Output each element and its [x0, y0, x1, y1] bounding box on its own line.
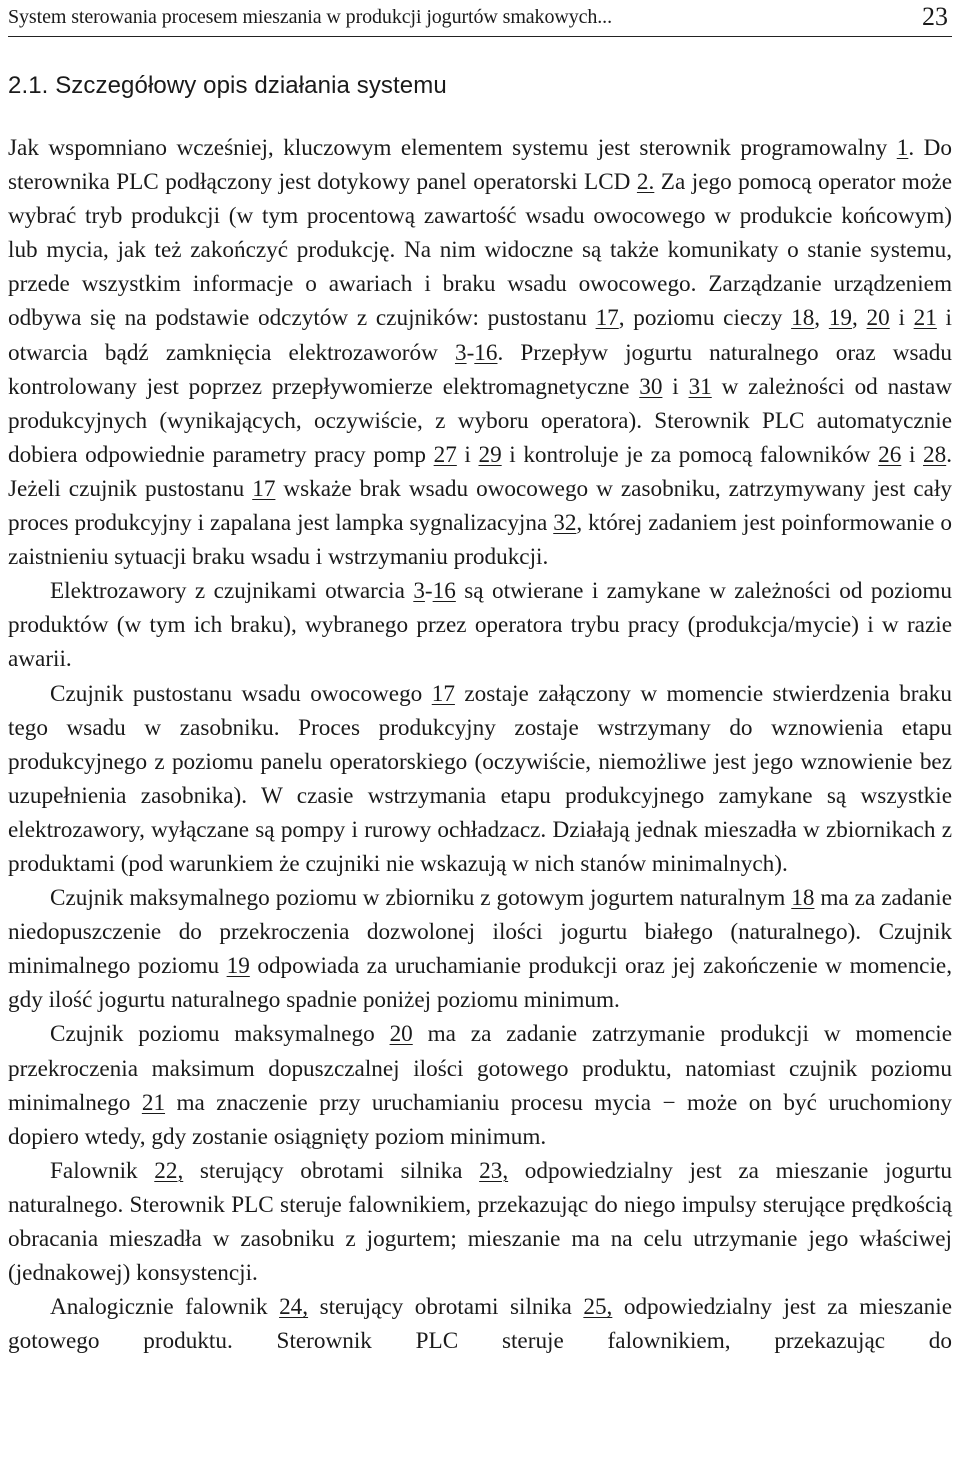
component-reference: 28 — [923, 441, 947, 468]
paragraph-text: - — [424, 578, 433, 605]
paragraph-text: , poziomu cieczy — [618, 305, 792, 332]
paragraph-text: odpowiedzialny jest za mieszanie jogurtu naturalnego. Sterownik PLC steruje falownikiem, przekazując do niego impulsy sterujące prędkością obracania mieszadła w zasobniku z jogurtem; mieszanie ma na celu utrzymanie jego właściwej (jednakowej) konsystencji. — [8, 1157, 952, 1287]
component-reference: 25, — [583, 1294, 613, 1321]
component-reference: 30 — [639, 373, 663, 400]
paragraph-text: odpowiedzialny jest za mieszanie gotowego produktu. Sterownik PLC steruje falownikiem, przekazując do — [8, 1294, 952, 1355]
paragraph — [8, 131, 952, 574]
component-reference: 29 — [478, 441, 502, 468]
running-header — [8, 0, 952, 37]
paragraph-text: sterujący obrotami silnika — [308, 1294, 584, 1321]
component-reference: 20 — [866, 305, 890, 332]
paragraph-text: Falownik — [50, 1157, 155, 1184]
paragraph-text: ma za zadanie zatrzymanie produkcji w momencie przekroczenia maksimum dopuszczalnej ilości gotowego produktu, natomiast czujnik poziomu minimalnego — [8, 1021, 953, 1116]
paragraph-text: Czujnik poziomu maksymalnego — [50, 1021, 390, 1048]
paragraph-text: . Jeżeli czujnik pustostanu — [8, 441, 952, 502]
paragraph-text: odpowiada za uruchamianie produkcji oraz jej zakończenie w momencie, gdy ilość jogurtu naturalnego spadnie poniżej poziomu minimum. — [8, 953, 952, 1014]
paragraph-text: Za jego pomocą operator może wybrać tryb produkcji (w tym procentową zawartość wsadu owocowego w produkcie końcowym) lub mycia, jak też zakończyć produkcję. Na nim widoczne są także komunikaty o stanie systemu, przede wszystkim informacje o awariach i braku wsadu owocowego. Zarządzanie urządzeniem odbywa się na podstawie odczytów z czujników: pustostanu — [8, 169, 952, 332]
paragraph-text: i — [662, 373, 689, 400]
component-reference: 17 — [252, 475, 276, 502]
paragraph — [8, 1017, 952, 1153]
paragraph-text: ma za zadanie niedopuszczenie do przekroczenia dozwolonej ilości jogurtu białego (naturalnego). Czujnik minimalnego poziomu — [8, 885, 952, 980]
component-reference: 16 — [474, 339, 498, 366]
component-reference: 21 — [913, 305, 937, 332]
paragraph-text: i — [456, 441, 479, 468]
paragraph-text: Analogicznie falownik — [50, 1294, 280, 1321]
paragraph-text: , — [852, 305, 867, 332]
component-reference: 22, — [154, 1157, 184, 1184]
paragraph-text: ma znaczenie przy uruchamianiu procesu mycia − może on być uruchomiony dopiero wtedy, gdy zostanie osiągnięty poziom minimum. — [8, 1089, 953, 1150]
paragraph-text: i otwarcia bądź zamknięcia elektrozaworów — [8, 305, 952, 366]
paragraph-text: Czujnik maksymalnego poziomu w zbiorniku z gotowym jogurtem naturalnym — [50, 885, 792, 912]
component-reference: 26 — [878, 441, 902, 468]
paragraph — [8, 1290, 952, 1358]
component-reference: 24, — [279, 1294, 309, 1321]
paragraph-text: w zależności od nastaw produkcyjnych (wynikających, oczywiście, z wyboru operatora). Sterownik PLC automatycznie dobiera odpowiednie parametry pracy pomp — [8, 373, 952, 468]
paragraph-text: . Przepływ jogurtu naturalnego oraz wsadu kontrolowany jest poprzez przepływomierze elektromagnetyczne — [8, 339, 952, 400]
component-reference: 17 — [431, 680, 455, 707]
component-reference: 21 — [141, 1089, 166, 1116]
paragraph-text: wskaże brak wsadu owocowego w zasobniku, zatrzymywany jest cały proces produkcyjny i zapalana jest lampka sygnalizacyjna — [8, 475, 952, 537]
page-number: 23 — [922, 2, 948, 31]
component-reference: 18 — [791, 885, 815, 912]
component-reference: 16 — [432, 578, 456, 605]
component-reference: 2. — [636, 169, 655, 196]
paragraph-text: . Do sterownika PLC podłączony jest dotykowy panel operatorski LCD — [8, 135, 952, 196]
component-reference: 20 — [389, 1021, 413, 1048]
paragraph-text: i kontroluje je za pomocą falowników — [501, 441, 879, 468]
body-text — [8, 131, 952, 1358]
paragraph-text: i — [901, 441, 923, 468]
paragraph-text: sterujący obrotami silnika — [183, 1157, 480, 1184]
paragraph-text: zostaje załączony w momencie stwierdzenia braku tego wsadu w zasobniku. Proces produkcyjny zostaje wstrzymany do wznowienia etapu produkcyjnego z poziomu panelu operatorskiego (oczywiście, niemożliwe jest jego wznowienie bez uzupełnienia zasobnika). W czasie wstrzymania etapu produkcyjnego zamykane są wszystkie elektrozawory, wyłączane są pompy i rurowy ochładzacz. Działają jednak mieszadła w zbiornikach z produktami (pod warunkiem że czujniki nie wskazują w nich stanów minimalnych). — [8, 680, 952, 877]
component-reference: 17 — [595, 305, 619, 332]
paragraph — [8, 677, 952, 882]
running-header-title: System sterowania procesem mieszania w produkcji jogurtów smakowych... — [8, 6, 612, 28]
paragraph — [8, 574, 952, 676]
component-reference: 18 — [791, 305, 815, 332]
paragraph-text: i — [889, 305, 914, 332]
component-reference: 31 — [688, 373, 712, 400]
component-reference: 23, — [479, 1157, 509, 1184]
paragraph-text: Jak wspomniano wcześniej, kluczowym elementem systemu jest sterownik programowalny — [8, 135, 897, 161]
component-reference: 19 — [828, 305, 853, 332]
paragraph — [8, 1154, 952, 1290]
paragraph — [8, 881, 952, 1017]
component-reference: 27 — [433, 441, 457, 468]
paragraph-text: są otwierane i zamykane w zależności od poziomu produktów (w tym ich braku), wybranego przez operatora trybu pracy (produkcja/mycie) i w razie awarii. — [8, 578, 952, 673]
component-reference: 32 — [553, 510, 577, 537]
component-reference: 3 — [413, 578, 425, 605]
paragraph-text: , — [814, 305, 829, 332]
component-reference: 19 — [226, 953, 250, 980]
paragraph-text: , której zadaniem jest poinformowanie o zaistnieniu sytuacji braku wsadu i wstrzymaniu produkcji. — [8, 510, 953, 571]
component-reference: 1 — [896, 135, 909, 161]
paragraph-text: Czujnik pustostanu wsadu owocowego — [50, 680, 432, 707]
section-heading: 2.1. Szczegółowy opis działania systemu — [8, 72, 447, 99]
component-reference: 3 — [454, 339, 467, 366]
paragraph-text: Elektrozawory z czujnikami otwarcia — [50, 578, 414, 605]
paragraph-text: - — [466, 339, 475, 366]
